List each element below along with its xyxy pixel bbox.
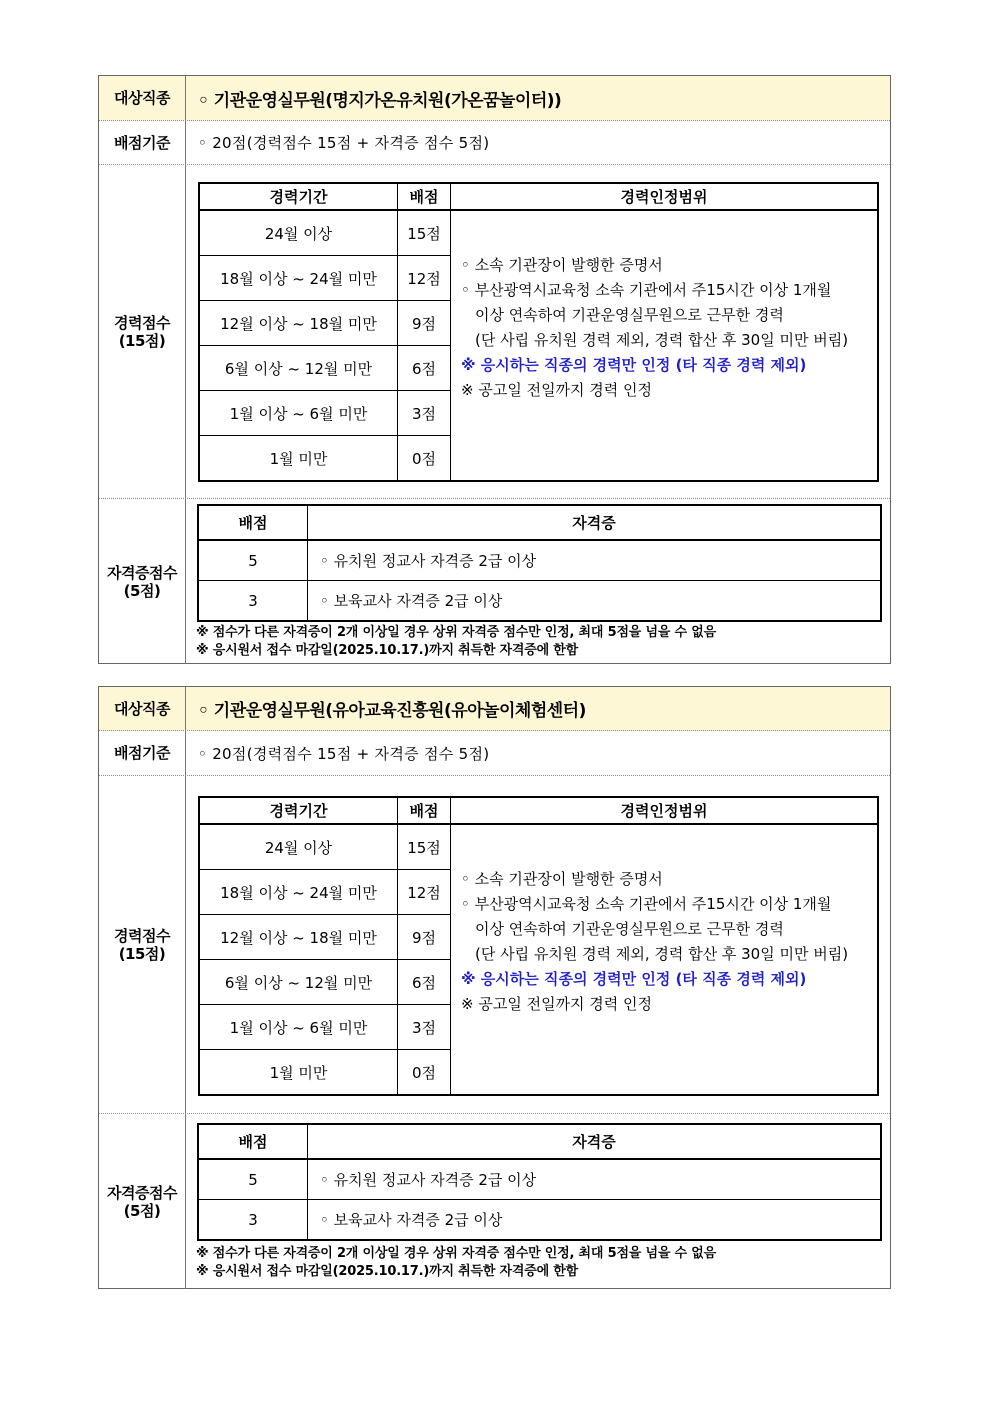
certificate-header-row xyxy=(198,1124,881,1159)
header-certificate: 자격증 xyxy=(308,505,882,540)
period-cell: 12월 이상 ~ 18월 미만 xyxy=(199,301,398,346)
certificate-score-row xyxy=(99,499,890,664)
cert-name-cell: ◦ 보육교사 자격증 2급 이상 xyxy=(308,581,882,622)
scoring-basis-label: 배점기준 xyxy=(99,731,186,775)
cert-points-cell: 5 xyxy=(198,1159,308,1200)
period-cell: 6월 이상 ~ 12월 미만 xyxy=(199,960,398,1005)
period-cell: 1월 미만 xyxy=(199,1050,398,1096)
range-line: ◦ 부산광역시교육청 소속 기관에서 주15시간 이상 1개월 xyxy=(461,281,832,299)
cert-points-cell: 5 xyxy=(198,540,308,581)
experience-score-row xyxy=(99,776,890,1114)
points-cell: 0점 xyxy=(398,1050,451,1096)
cert-name-cell: ◦ 유치원 정교사 자격증 2급 이상 xyxy=(308,1159,882,1200)
table-row xyxy=(198,1200,881,1241)
note-line: ※ 응시원서 접수 마감일(2025.10.17.)까지 취득한 자격증에 한함 xyxy=(196,643,579,658)
target-job-title: ◦ 기관운영실무원(명지가온유치원(가온꿈놀이터)) xyxy=(198,90,562,111)
points-cell: 12점 xyxy=(398,256,451,301)
points-cell: 0점 xyxy=(398,436,451,482)
table-row xyxy=(199,824,878,870)
scoring-basis-row xyxy=(99,121,890,165)
header-points: 배점 xyxy=(198,1124,308,1159)
period-cell: 1월 미만 xyxy=(199,436,398,482)
certificate-notes xyxy=(196,624,716,660)
range-line-emphasis: ※ 응시하는 직종의 경력만 인정 (타 직종 경력 제외) xyxy=(461,356,807,374)
scoring-block-1 xyxy=(98,75,891,664)
certificate-label-line2: (5점) xyxy=(123,581,161,600)
header-points: 배점 xyxy=(398,183,451,210)
recognition-range-cell xyxy=(451,824,879,1095)
header-period: 경력기간 xyxy=(199,183,398,210)
points-cell: 6점 xyxy=(398,960,451,1005)
certificate-score-label xyxy=(99,499,186,664)
cert-name-cell: ◦ 유치원 정교사 자격증 2급 이상 xyxy=(308,540,882,581)
target-job-title: ◦ 기관운영실무원(유아교육진흥원(유아놀이체험센터) xyxy=(198,701,586,721)
certificate-score-row xyxy=(99,1114,890,1289)
header-points: 배점 xyxy=(398,797,451,824)
range-line: ◦ 부산광역시교육청 소속 기관에서 주15시간 이상 1개월 xyxy=(461,895,832,913)
cert-points-cell: 3 xyxy=(198,581,308,622)
target-job-label: 대상직종 xyxy=(99,687,186,730)
period-cell: 24월 이상 xyxy=(199,824,398,870)
experience-label-line2: (15점) xyxy=(118,944,166,963)
experience-label-line1: 경력점수 xyxy=(114,313,170,332)
period-cell: 18월 이상 ~ 24월 미만 xyxy=(199,870,398,915)
table-row xyxy=(198,581,881,622)
certificate-label-line1: 자격증점수 xyxy=(107,1183,177,1202)
points-cell: 9점 xyxy=(398,915,451,960)
experience-score-label xyxy=(99,776,186,1113)
table-row xyxy=(199,210,878,256)
experience-header-row xyxy=(199,183,878,210)
points-cell: 15점 xyxy=(398,824,451,870)
period-cell: 24월 이상 xyxy=(199,210,398,256)
points-cell: 3점 xyxy=(398,391,451,436)
points-cell: 15점 xyxy=(398,210,451,256)
range-line: ◦ 소속 기관장이 발행한 증명서 xyxy=(461,870,663,888)
period-cell: 1월 이상 ~ 6월 미만 xyxy=(199,1005,398,1050)
scoring-basis-text: ◦ 20점(경력점수 15점 + 자격증 점수 5점) xyxy=(198,744,490,763)
points-cell: 9점 xyxy=(398,301,451,346)
range-line: 이상 연속하여 기관운영실무원으로 근무한 경력 xyxy=(475,920,784,938)
header-period: 경력기간 xyxy=(199,797,398,824)
table-row xyxy=(198,540,881,581)
scoring-basis-label: 배점기준 xyxy=(99,121,186,164)
target-job-label: 대상직종 xyxy=(99,76,186,120)
note-line: ※ 응시원서 접수 마감일(2025.10.17.)까지 취득한 자격증에 한함 xyxy=(196,1264,579,1279)
range-line-emphasis: ※ 응시하는 직종의 경력만 인정 (타 직종 경력 제외) xyxy=(461,970,807,988)
header-range: 경력인정범위 xyxy=(451,183,879,210)
points-cell: 6점 xyxy=(398,346,451,391)
period-cell: 18월 이상 ~ 24월 미만 xyxy=(199,256,398,301)
cert-points-cell: 3 xyxy=(198,1200,308,1241)
certificate-label-line2: (5점) xyxy=(123,1201,161,1220)
points-cell: 3점 xyxy=(398,1005,451,1050)
range-line: 이상 연속하여 기관운영실무원으로 근무한 경력 xyxy=(475,306,784,324)
certificate-table xyxy=(197,504,882,622)
header-range: 경력인정범위 xyxy=(451,797,879,824)
period-cell: 12월 이상 ~ 18월 미만 xyxy=(199,915,398,960)
target-job-row xyxy=(99,687,890,731)
points-cell: 12점 xyxy=(398,870,451,915)
experience-score-row xyxy=(99,165,890,499)
header-points: 배점 xyxy=(198,505,308,540)
target-job-row xyxy=(99,76,890,121)
note-line: ※ 점수가 다른 자격증이 2개 이상일 경우 상위 자격증 점수만 인정, 최대 5점을 넘을 수 없음 xyxy=(196,625,716,640)
cert-name-cell: ◦ 보육교사 자격증 2급 이상 xyxy=(308,1200,882,1241)
experience-label-line2: (15점) xyxy=(118,331,166,350)
range-line: ※ 공고일 전일까지 경력 인정 xyxy=(461,995,653,1013)
period-cell: 1월 이상 ~ 6월 미만 xyxy=(199,391,398,436)
experience-label-line1: 경력점수 xyxy=(114,926,170,945)
note-line: ※ 점수가 다른 자격증이 2개 이상일 경우 상위 자격증 점수만 인정, 최대 5점을 넘을 수 없음 xyxy=(196,1246,716,1261)
certificate-header-row xyxy=(198,505,881,540)
range-line: (단 사립 유치원 경력 제외, 경력 합산 후 30일 미만 버림) xyxy=(475,331,849,349)
certificate-table xyxy=(197,1123,882,1241)
range-line: ◦ 소속 기관장이 발행한 증명서 xyxy=(461,256,663,274)
scoring-basis-row xyxy=(99,731,890,776)
header-certificate: 자격증 xyxy=(308,1124,882,1159)
experience-table xyxy=(198,182,879,482)
experience-table xyxy=(198,796,879,1096)
certificate-score-label xyxy=(99,1114,186,1289)
certificate-label-line1: 자격증점수 xyxy=(107,563,177,582)
range-line: ※ 공고일 전일까지 경력 인정 xyxy=(461,381,653,399)
experience-score-label xyxy=(99,165,186,498)
table-row xyxy=(198,1159,881,1200)
range-line: (단 사립 유치원 경력 제외, 경력 합산 후 30일 미만 버림) xyxy=(475,945,849,963)
recognition-range-cell xyxy=(451,210,879,481)
experience-header-row xyxy=(199,797,878,824)
period-cell: 6월 이상 ~ 12월 미만 xyxy=(199,346,398,391)
certificate-notes xyxy=(196,1245,716,1281)
scoring-basis-text: ◦ 20점(경력점수 15점 + 자격증 점수 5점) xyxy=(198,134,490,152)
scoring-block-2 xyxy=(98,686,891,1289)
